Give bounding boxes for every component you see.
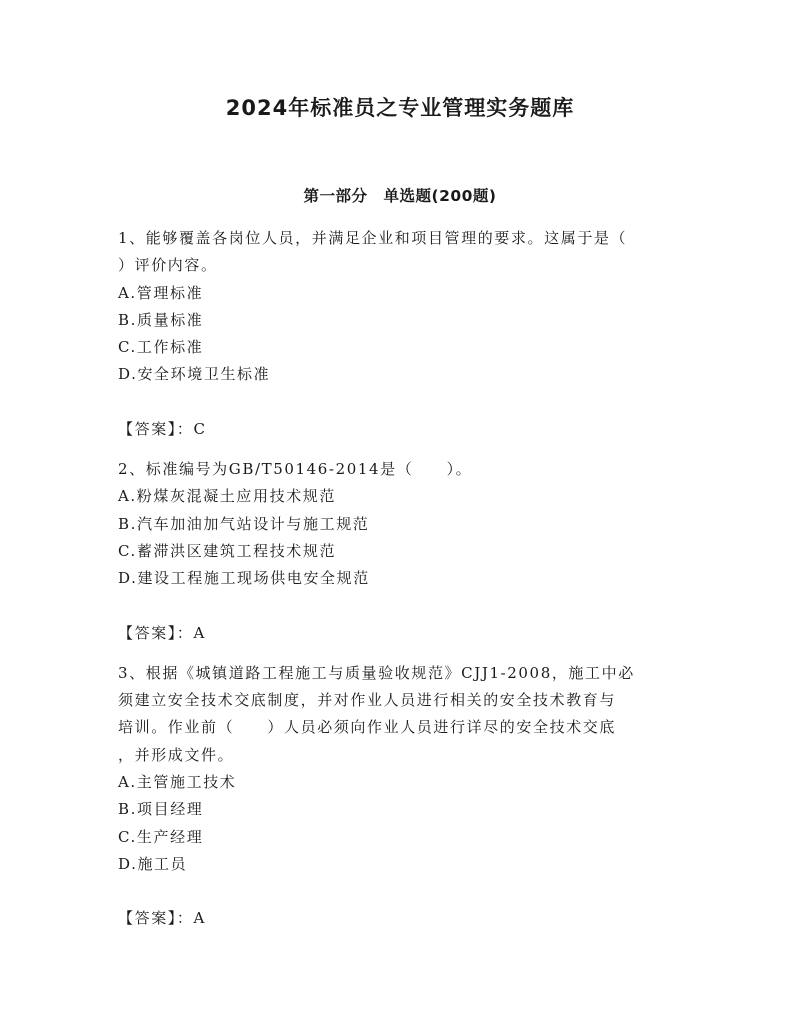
question-stem-line: 2、标准编号为GB/T50146-2014是（ ）。 bbox=[118, 460, 473, 479]
answer-label: 【答案】：C bbox=[118, 419, 207, 438]
option-c: C.生产经理 bbox=[118, 827, 204, 846]
option-a: A.主管施工技术 bbox=[118, 773, 237, 792]
answer-label: 【答案】：A bbox=[118, 909, 206, 928]
section-title: 第一部分 单选题(200题) bbox=[303, 187, 497, 205]
question-3 bbox=[118, 660, 678, 933]
option-d: D.建设工程施工现场供电安全规范 bbox=[118, 569, 370, 588]
question-stem-line: 1、能够覆盖各岗位人员，并满足企业和项目管理的要求。这属于是（ bbox=[118, 229, 628, 247]
document-title: 2024年标准员之专业管理实务题库 bbox=[225, 96, 575, 120]
answer-label: 【答案】：A bbox=[118, 623, 206, 642]
option-c: C.工作标准 bbox=[118, 338, 204, 357]
option-b: B.汽车加油加气站设计与施工规范 bbox=[118, 514, 370, 533]
question-stem-line: ）评价内容。 bbox=[118, 256, 218, 275]
question-stem-line: ，并形成文件。 bbox=[118, 745, 235, 764]
question-stem-line: 须建立安全技术交底制度，并对作业人员进行相关的安全技术教育与 bbox=[118, 691, 617, 710]
question-list bbox=[118, 225, 678, 946]
option-d: D.安全环境卫生标准 bbox=[118, 365, 271, 384]
option-b: B.项目经理 bbox=[118, 800, 204, 819]
question-2 bbox=[118, 456, 678, 647]
option-c: C.蓄滞洪区建筑工程技术规范 bbox=[118, 541, 337, 560]
option-d: D.施工员 bbox=[118, 854, 188, 873]
question-stem-line: 培训。作业前（ ）人员必须向作业人员进行详尽的安全技术交底 bbox=[118, 718, 617, 737]
question-stem-line: 3、根据《城镇道路工程施工与质量验收规范》CJJ1-2008，施工中必 bbox=[118, 663, 635, 682]
option-a: A.管理标准 bbox=[118, 283, 204, 302]
question-1 bbox=[118, 225, 678, 443]
option-a: A.粉煤灰混凝土应用技术规范 bbox=[118, 487, 337, 506]
option-b: B.质量标准 bbox=[118, 310, 204, 329]
